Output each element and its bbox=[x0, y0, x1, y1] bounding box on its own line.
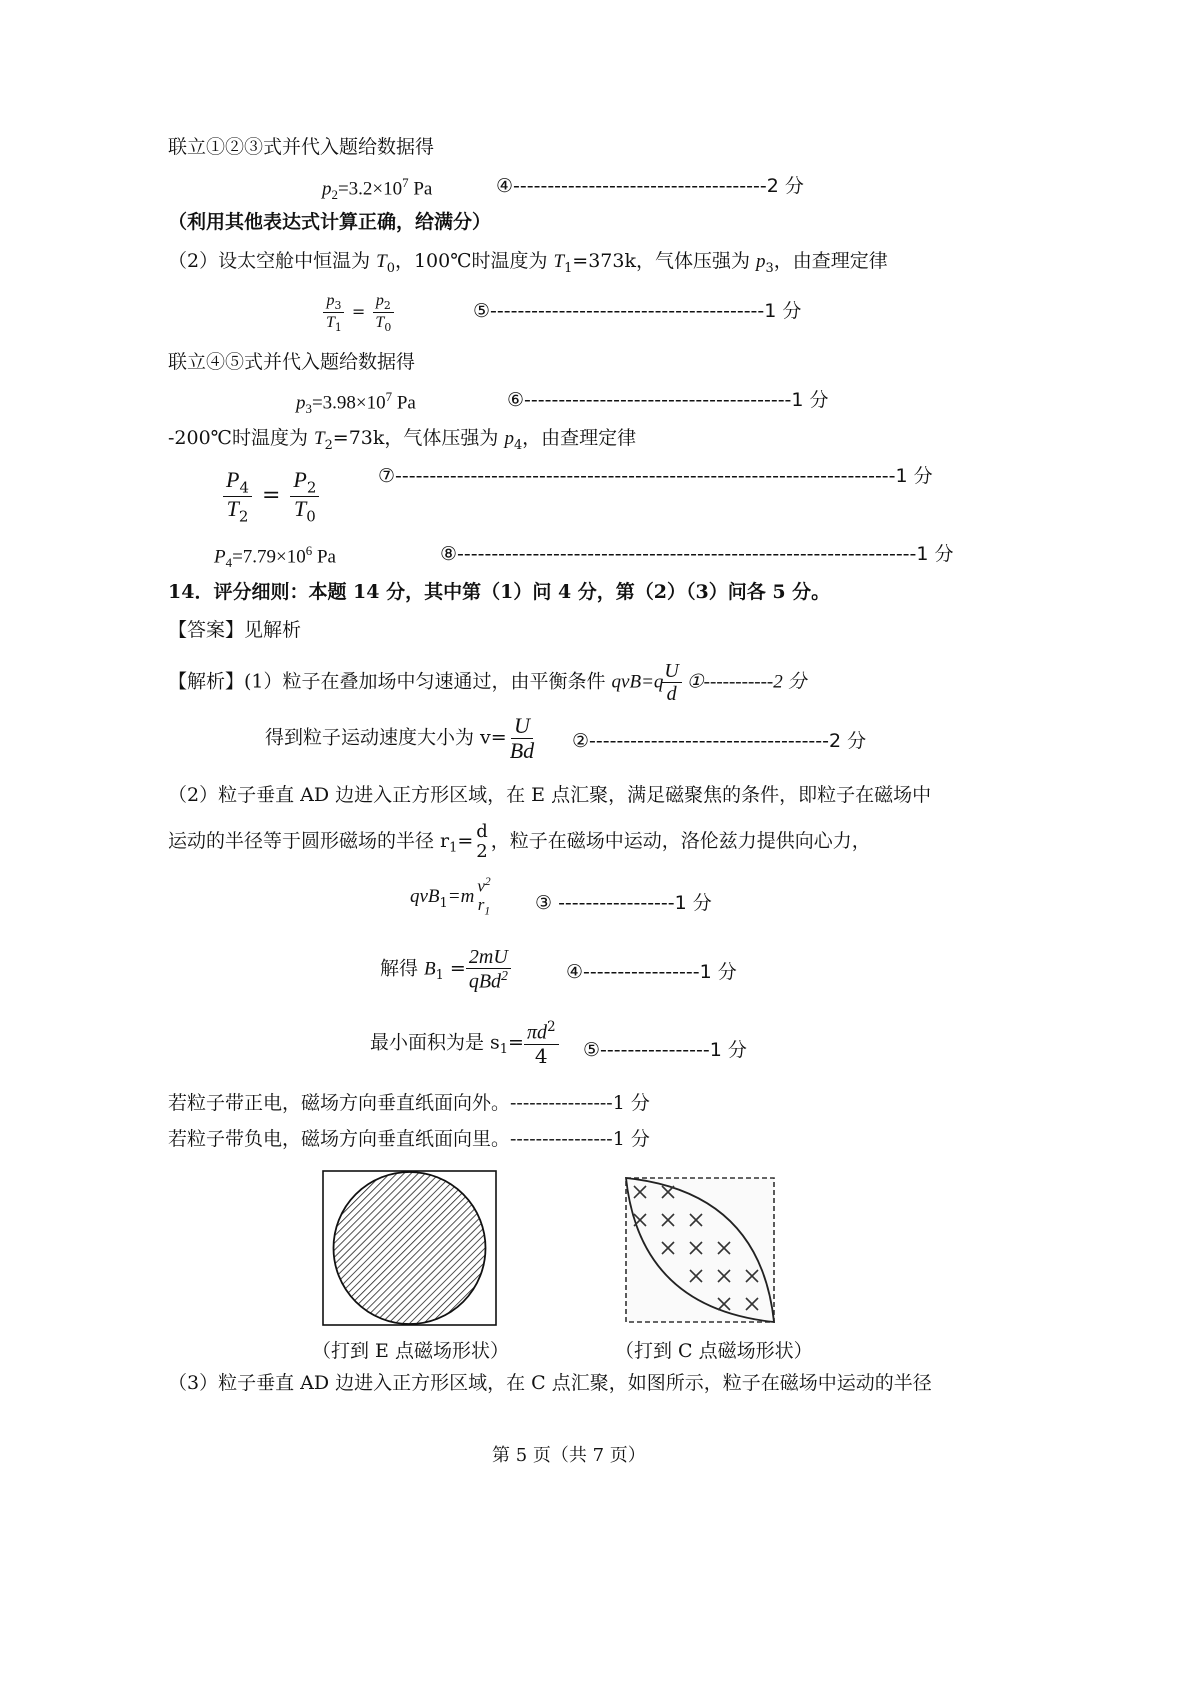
text-line-lianli-2: 联立④⑤式并代入题给数据得 bbox=[168, 351, 416, 373]
score-mark-3: ③ -----------------1 分 bbox=[535, 892, 712, 914]
figure-c-magnetic-field bbox=[620, 1170, 780, 1326]
analysis-part2-line1: （2）粒子垂直 AD 边进入正方形区域，在 E 点汇聚，满足磁聚焦的条件，即粒子在磁场中 bbox=[168, 784, 932, 806]
text-line-minus200: -200℃时温度为 $T_2=73k$，气体压强为 $p_4$，由查理定律 bbox=[168, 427, 637, 453]
page-footer: 第 5 页（共 7 页） bbox=[492, 1445, 646, 1466]
question-14-heading: 14．评分细则：本题 14 分，其中第（1）问 4 分，第（2）（3）问各 5 分。 bbox=[168, 581, 831, 603]
score-mark-7: ⑦-------------------------------------------------------------------------1 分 bbox=[378, 465, 933, 487]
analysis-part3-line1: （3）粒子垂直 AD 边进入正方形区域，在 C 点汇聚，如图所示，粒子在磁场中运动的半径 bbox=[168, 1372, 932, 1394]
figure-e-magnetic-field bbox=[322, 1170, 497, 1326]
equation-p2: $p_2=3.2\times 10^7$ Pa bbox=[322, 175, 433, 203]
equation-charles-law-1: $\frac{p_3}{T_1}$ = $\frac{p_2}{T_0}$ bbox=[323, 291, 394, 334]
equation-p3: $p_3=3.98\times 10^7$ Pa bbox=[296, 389, 416, 417]
velocity-equation: 得到粒子运动速度大小为 v= $\frac{U}{Bd}$ bbox=[265, 713, 535, 764]
b1-equation: 解得 $B_1$ = $\frac{2mU}{qBd^2}$ bbox=[380, 946, 511, 993]
analysis-part1: 【解析】(1）粒子在叠加场中匀速通过，由平衡条件 qvB=q $\frac{U}{d}$ ①-----------2 分 bbox=[168, 660, 807, 705]
score-mark-5a: ⑤----------------------------------------1 分 bbox=[473, 300, 802, 322]
score-mark-4b: ④-----------------1 分 bbox=[566, 961, 737, 983]
answer-line: 【答案】见解析 bbox=[168, 619, 302, 641]
negative-charge-line: 若粒子带负电，磁场方向垂直纸面向里。----------------1 分 bbox=[168, 1128, 650, 1150]
caption-c-figure: （打到 C 点磁场形状） bbox=[615, 1340, 813, 1362]
score-mark-5b: ⑤----------------1 分 bbox=[583, 1039, 747, 1061]
equation-p4: $P_4=7.79\times 10^6$ Pa bbox=[214, 543, 336, 571]
text-line-lianli-1: 联立①②③式并代入题给数据得 bbox=[168, 136, 435, 158]
equation-charles-law-2: $\frac{P_4}{T_2}$ = $\frac{P_2}{T_0}$ bbox=[223, 468, 319, 525]
positive-charge-line: 若粒子带正电，磁场方向垂直纸面向外。----------------1 分 bbox=[168, 1092, 650, 1114]
area-equation: 最小面积为是 $s_1=$ $\frac{\pi d^2}{4}$ bbox=[370, 1020, 559, 1067]
hatched-circle bbox=[334, 1172, 486, 1324]
lorentz-equation: qvB$_1$=m $v^2$ $r_1$ bbox=[410, 875, 491, 918]
note-full-marks: （利用其他表达式计算正确，给满分） bbox=[168, 211, 492, 233]
score-mark-4: ④-------------------------------------2 分 bbox=[496, 175, 804, 197]
caption-e-figure: （打到 E 点磁场形状） bbox=[312, 1340, 509, 1362]
score-mark-v: ②-----------------------------------2 分 bbox=[572, 730, 867, 752]
analysis-part2-line2: 运动的半径等于圆形磁场的半径 $r_1=$ d 2 ，粒子在磁场中运动，洛伦兹力提供向心力， bbox=[168, 821, 871, 862]
part2-intro: （2）设太空舱中恒温为 $T_0$，100℃时温度为 $T_1=373k$，气体压强为 $p_3$，由查理定律 bbox=[168, 250, 888, 276]
score-mark-8: ⑧-------------------------------------------------------------------1 分 bbox=[440, 543, 954, 565]
score-mark-6: ⑥---------------------------------------1 分 bbox=[507, 389, 829, 411]
